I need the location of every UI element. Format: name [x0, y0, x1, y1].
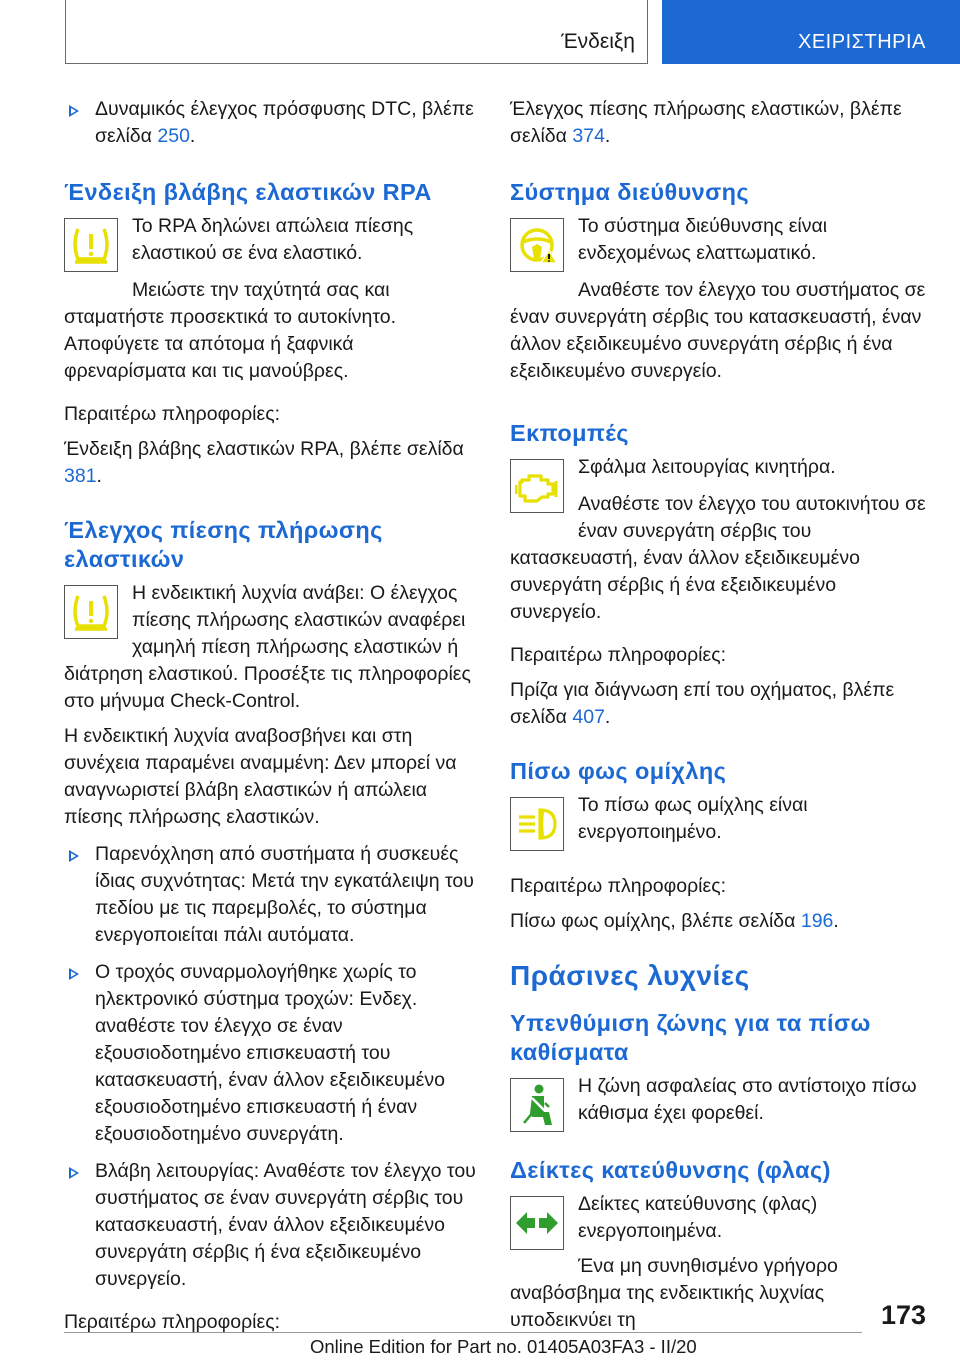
- heading-belt: Υπενθύμιση ζώνης για τα πίσω καθίσματα: [510, 1010, 871, 1065]
- turn-p2: Ένα μη συνηθισμένο γρήγορο αναβόσβημα της ενδεικτικής λυχνίας υποδεικνύει τη: [510, 1255, 838, 1331]
- heading-green-lights: Πράσινες λυχνίες: [510, 960, 750, 991]
- check-engine-icon: [510, 459, 564, 513]
- steering-p1: Το σύστημα διεύθυνσης είναι ενδεχομένως ελαττωματικό.: [578, 215, 828, 264]
- section-tpm: [64, 580, 476, 831]
- page-link-374[interactable]: 374: [572, 125, 605, 147]
- tpm-bullet-2: Ο τροχός συναρμολογήθηκε χωρίς το ηλεκτρονικό σύστημα τροχών: Ενδεχ. αναθέστε τον έλεγχο σε έναν εξουσιοδοτημένο επισκευαστή του κατασκευαστή, έναν άλλον εξειδικευμένο εξουσιοδοτημένο επισκευαστή ή έναν εξουσιοδοτημένο συνεργάτη.: [64, 959, 476, 1148]
- steering-wheel-warning-icon: [510, 218, 564, 272]
- right-column: [510, 96, 928, 1334]
- tpm-more-info: Περαιτέρω πληροφορίες:: [64, 1311, 281, 1333]
- fog-ref: Πίσω φως ομίχλης, βλέπε σελίδα 196.: [510, 910, 839, 932]
- section-fog: [510, 792, 928, 857]
- turn-p1: Δείκτες κατεύθυνσης (φλας) ενεργοποιημένα.: [578, 1193, 818, 1242]
- rear-fog-light-icon: [510, 797, 564, 851]
- rpa-p1: Το RPA δηλώνει απώλεια πίεσης ελαστικού σε ένα ελαστικό.: [132, 215, 414, 264]
- emissions-p1: Σφάλμα λειτουργίας κινητήρα.: [578, 456, 836, 478]
- page-link-196[interactable]: 196: [800, 910, 834, 932]
- tpm-bullet-1: Παρενόχληση από συστήματα ή συσκευές ίδιας συχνότητας: Μετά την εγκατάλειψη του πεδίου με τις παρεμβολές, το σύστημα ενεργοποιείται πάλι αυτόματα.: [64, 841, 476, 949]
- chapter-tab: [662, 0, 960, 64]
- turn-signal-arrows-icon: [510, 1196, 564, 1250]
- fog-more-info: Περαιτέρω πληροφορίες:: [510, 875, 727, 897]
- heading-fog: Πίσω φως ομίχλης: [510, 758, 727, 784]
- section-steering: [510, 213, 928, 385]
- rpa-more-info: Περαιτέρω πληροφορίες:: [64, 403, 281, 425]
- heading-rpa: Ένδειξη βλάβης ελαστικών RPA: [64, 179, 432, 205]
- heading-steering: Σύστημα διεύθυνσης: [510, 179, 749, 205]
- chapter-label: ΧΕΙΡΙΣΤΗΡΙΑ: [798, 31, 926, 53]
- fog-p1: Το πίσω φως ομίχλης είναι ενεργοποιημένο.: [578, 794, 808, 843]
- seat-belt-icon: [510, 1078, 564, 1132]
- section-tab: [65, 0, 648, 64]
- left-column: [64, 96, 476, 1336]
- page-link-250[interactable]: 250: [157, 125, 190, 147]
- belt-p1: Η ζώνη ασφαλείας στο αντίστοιχο πίσω κάθισμα έχει φορεθεί.: [578, 1075, 917, 1124]
- footer-divider: [64, 1332, 862, 1333]
- steering-p2: Αναθέστε τον έλεγχο του συστήματος σε έναν συνεργάτη σέρβις του κατασκευαστή, έναν άλλον εξειδικευμένο συνεργάτη σέρβις ή ένα εξειδικευμένο συνεργείο.: [510, 279, 926, 382]
- emissions-ref: Πρίζα για διάγνωση επί του οχήματος, βλέπε σελίδα 407.: [510, 679, 895, 728]
- section-turn: [510, 1191, 928, 1334]
- tire-pressure-warning-icon: [64, 585, 118, 639]
- section-rpa: [64, 213, 476, 385]
- bullet-dtc: Δυναμικός έλεγχος πρόσφυσης DTC, βλέπε σελίδα 250.: [64, 96, 476, 150]
- tire-pressure-warning-icon: [64, 218, 118, 272]
- heading-turn: Δείκτες κατεύθυνσης (φλας): [510, 1157, 831, 1183]
- emissions-more-info: Περαιτέρω πληροφορίες:: [510, 644, 727, 666]
- section-belt: [510, 1073, 928, 1138]
- page-link-381[interactable]: 381: [64, 465, 97, 487]
- heading-emissions: Εκπομπές: [510, 420, 629, 446]
- rpa-ref: Ένδειξη βλάβης ελαστικών RPA, βλέπε σελίδα 381.: [64, 438, 464, 487]
- tpm-p1: Η ενδεικτική λυχνία ανάβει: Ο έλεγχος πίεσης πλήρωσης ελαστικών αναφέρει χαμηλή πίεση πλήρωσης ελαστικών ή διάτρηση ελαστικού. Προσέξτε τις πληροφορίες στο μήνυμα Check-Control.: [64, 582, 471, 712]
- page-number: 173: [880, 1300, 926, 1330]
- page-link-407[interactable]: 407: [572, 706, 605, 728]
- tpm-bullet-3: Βλάβη λειτουργίας: Αναθέστε τον έλεγχο του συστήματος σε έναν συνεργάτη σέρβις του κατασκευαστή, έναν άλλον εξειδικευμένο συνεργάτη σέρβις ή ένα εξειδικευμένο συνεργείο.: [64, 1158, 476, 1293]
- tpm-p2: Η ενδεικτική λυχνία αναβοσβήνει και στη συνέχεια παραμένει αναμμένη: Δεν μπορεί να αναγνωριστεί βλάβη ελαστικών ή απώλεια πίεσης πλήρωσης ελαστικών.: [64, 725, 457, 828]
- heading-tpm: Έλεγχος πίεσης πλήρωσης ελαστικών: [64, 517, 383, 572]
- emissions-p2: Αναθέστε τον έλεγχο του αυτοκινήτου σε έναν συνεργάτη σέρβις του κατασκευαστή, έναν άλλον εξειδικευμένο συνεργάτη σέρβις ή ένα εξειδικευμένο συνεργείο.: [510, 493, 926, 623]
- edition-text: Online Edition for Part no. 01405A03FA3 - II/20: [310, 1336, 697, 1357]
- section-emissions: [510, 454, 928, 626]
- rpa-p2: Μειώστε την ταχύτητά σας και σταματήστε προσεκτικά το αυτοκίνητο. Αποφύγετε τα απότομα ή ξαφνικά φρεναρίσματα και τις μανούβρες.: [64, 279, 397, 382]
- tpm-ref-continued: Έλεγχος πίεσης πλήρωσης ελαστικών, βλέπε σελίδα 374.: [510, 98, 902, 147]
- section-label: Ένδειξη: [561, 30, 635, 53]
